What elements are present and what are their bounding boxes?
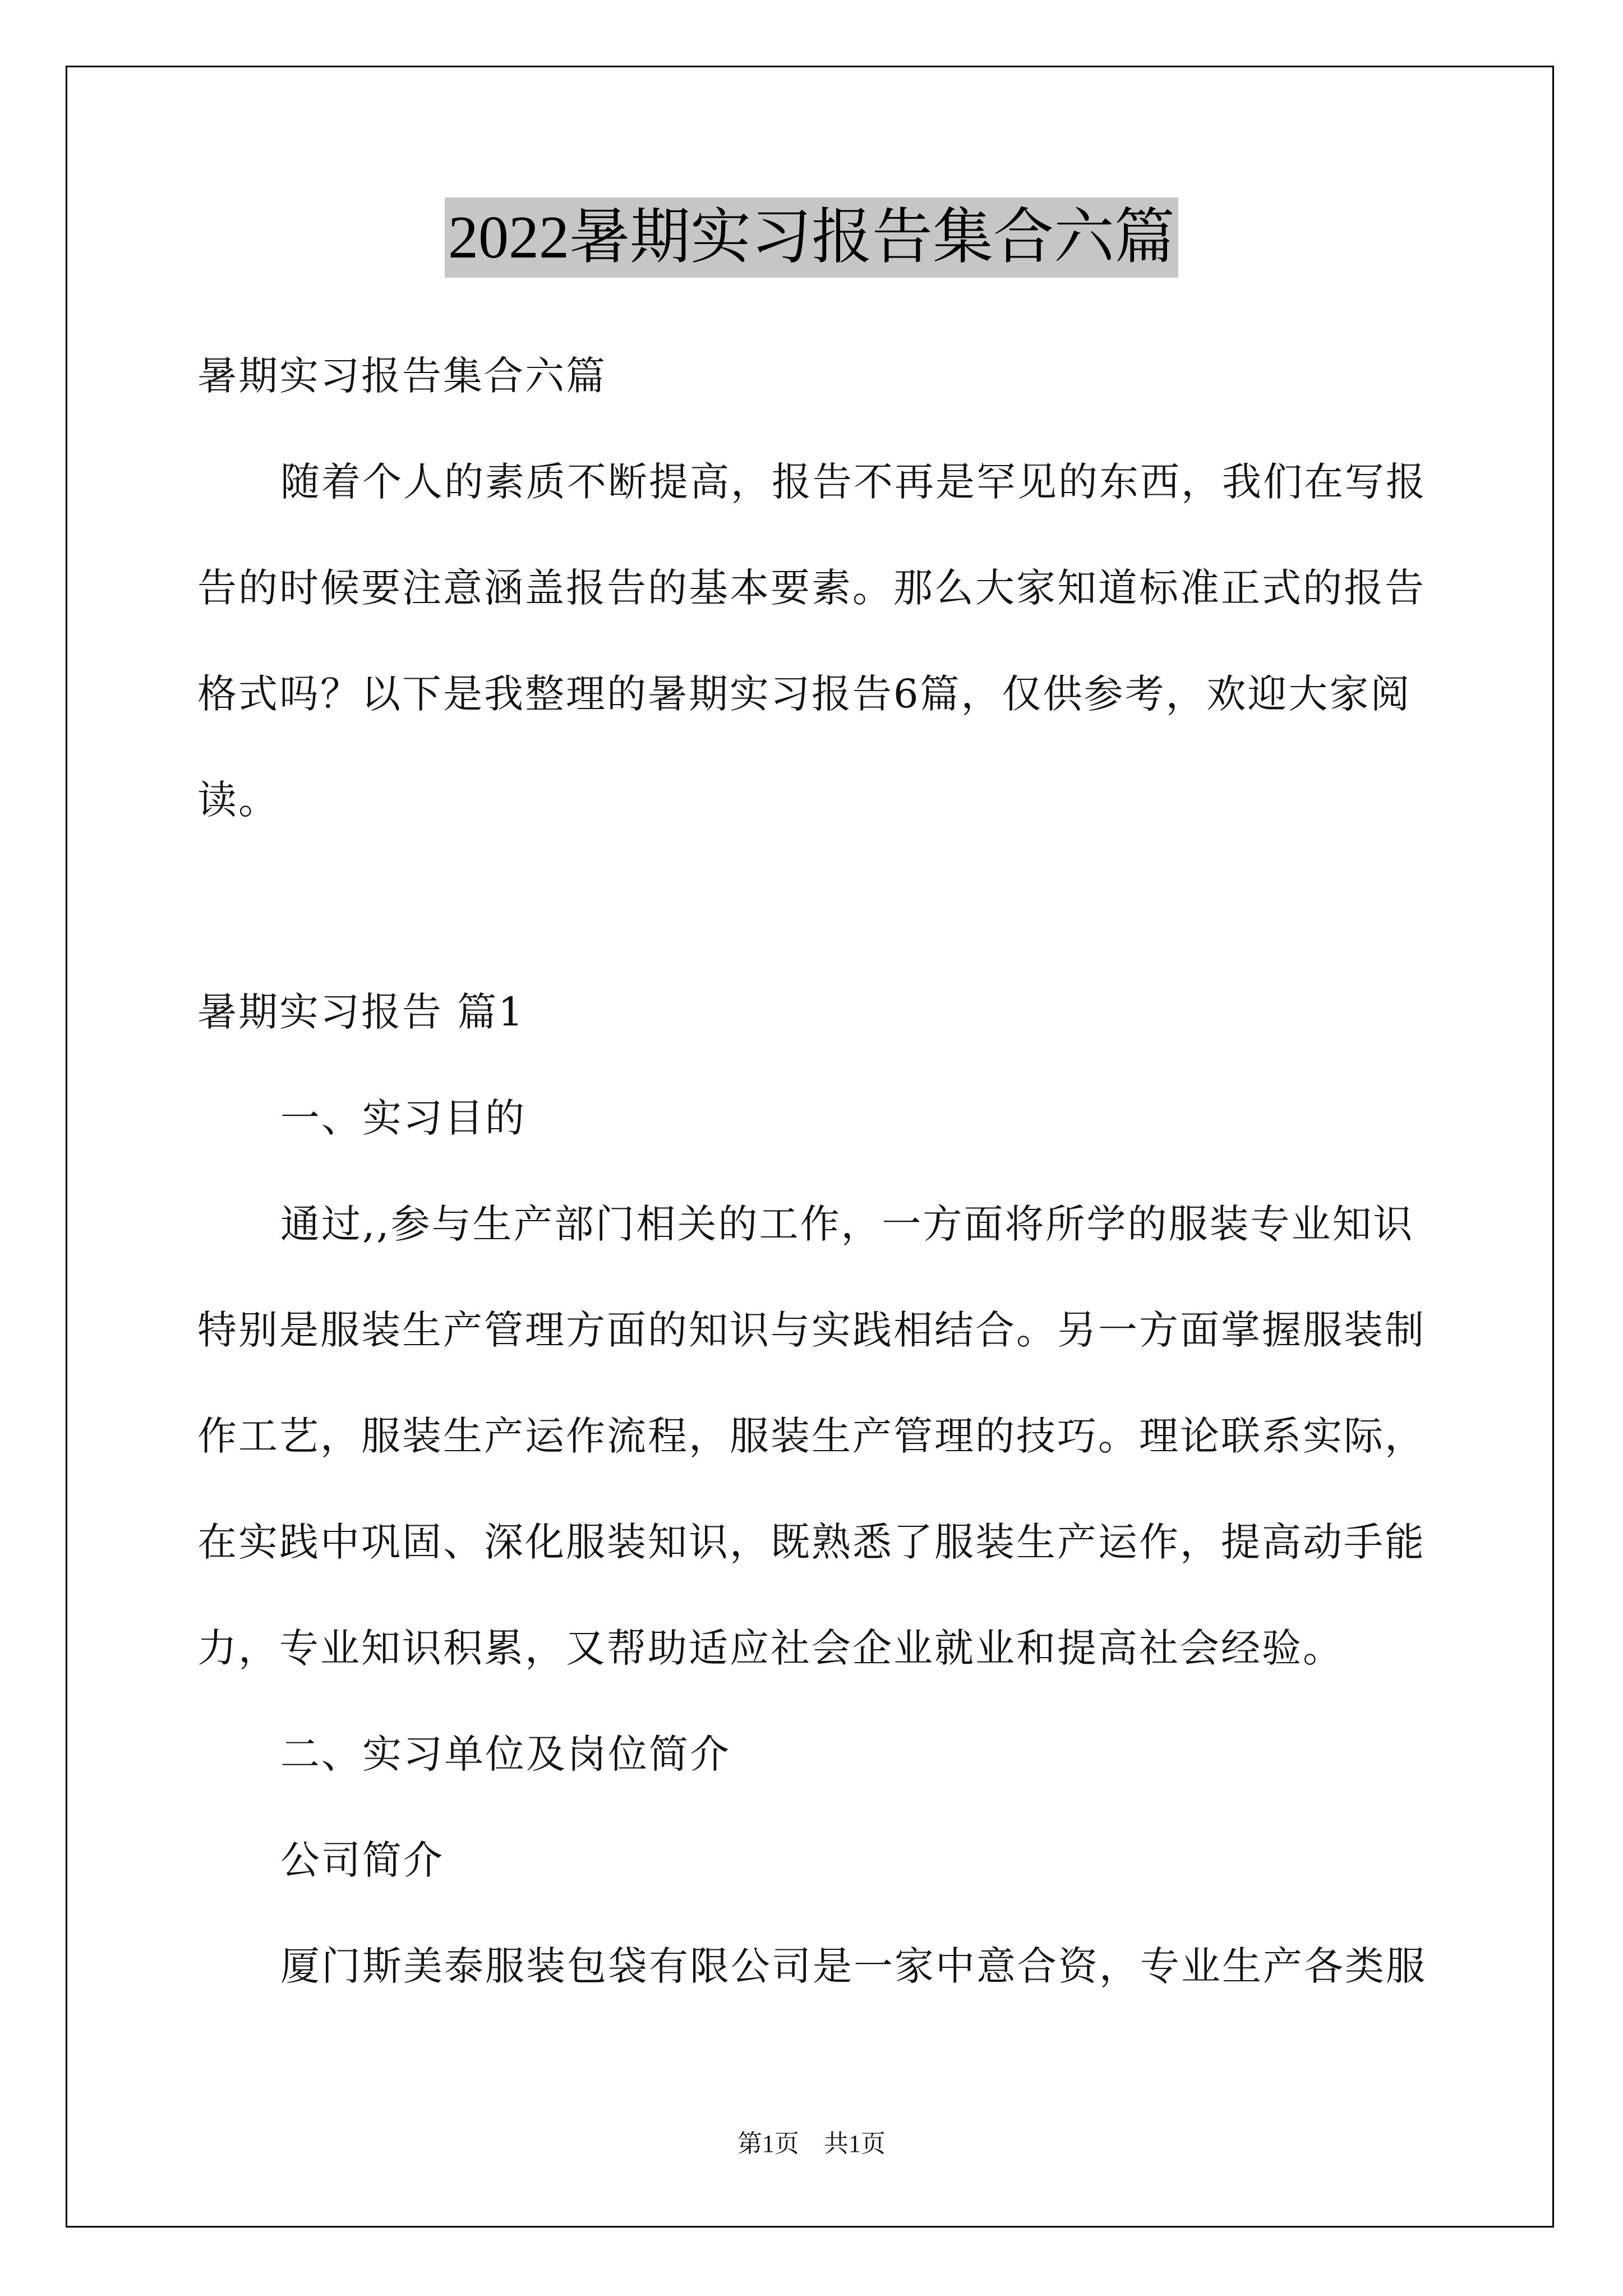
intro-paragraph-line: 告的时候要注意涵盖报告的基本要素。那么大家知道标准正式的报告 bbox=[197, 565, 1426, 611]
section-1-paragraph-line: 作工艺，服装生产运作流程，服装生产管理的技巧。理论联系实际， bbox=[197, 1413, 1426, 1459]
section-1-paragraph-line: 特别是服装生产管理方面的知识与实践相结合。另一方面掌握服装制 bbox=[197, 1307, 1426, 1353]
page-number-footer: 第1页 共1页 bbox=[737, 2130, 886, 2157]
section-2-paragraph-line: 厦门斯美泰服装包袋有限公司是一家中意合资，专业生产各类服 bbox=[280, 1943, 1427, 1989]
intro-paragraph-line: 格式吗？以下是我整理的暑期实习报告6篇，仅供参考，欢迎大家阅 bbox=[197, 671, 1412, 717]
report-heading: 暑期实习报告 篇1 bbox=[197, 989, 525, 1035]
document-subtitle: 暑期实习报告集合六篇 bbox=[197, 353, 607, 399]
section-1-paragraph-line: 力，专业知识积累，又帮助适应社会企业就业和提高社会经验。 bbox=[197, 1625, 1344, 1671]
section-1-paragraph-line: 通过,,参与生产部门相关的工作，一方面将所学的服装专业知识 bbox=[280, 1201, 1414, 1247]
intro-paragraph-line: 读。 bbox=[197, 777, 279, 823]
document-body bbox=[197, 323, 1431, 2019]
subsection-heading: 公司简介 bbox=[280, 1837, 444, 1883]
section-heading: 一、实习目的 bbox=[280, 1095, 526, 1141]
section-1-paragraph-line: 在实践中巩固、深化服装知识，既熟悉了服装生产运作，提高动手能 bbox=[197, 1519, 1426, 1565]
document-title: 2022暑期实习报告集合六篇 bbox=[445, 197, 1178, 278]
blank-line bbox=[197, 853, 1431, 959]
intro-paragraph-line: 随着个人的素质不断提高，报告不再是罕见的东西，我们在写报 bbox=[280, 459, 1427, 505]
title-area bbox=[0, 197, 1623, 278]
section-heading: 二、实习单位及岗位简介 bbox=[280, 1731, 731, 1777]
